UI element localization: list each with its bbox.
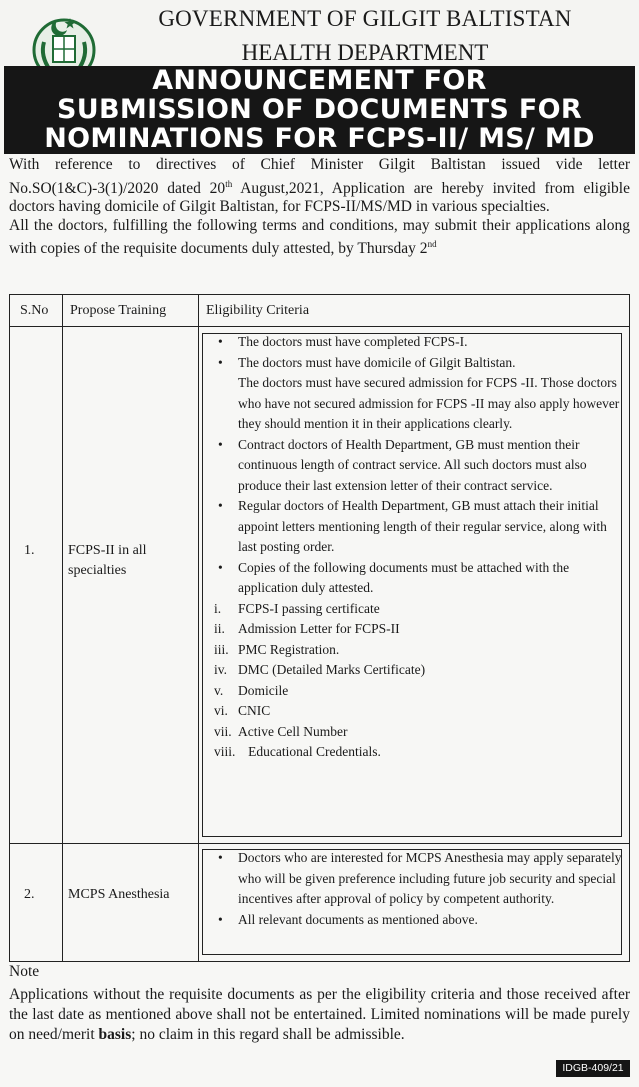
document-item xyxy=(214,701,622,722)
note-title: Note xyxy=(9,963,40,980)
row1-criteria xyxy=(214,332,622,763)
intro-p1-sup: th xyxy=(225,178,233,189)
document-item xyxy=(214,599,622,620)
intro-p2-sup: nd xyxy=(427,239,437,250)
intro-p2-part-a: All the doctors, fulfilling the following terms and conditions, may submit their applications along with copies of the requisite documents duly attested, by Thursday 2 xyxy=(9,216,630,258)
document-item xyxy=(214,619,622,640)
government-title: GOVERNMENT OF GILGIT BALTISTAN xyxy=(158,6,572,31)
header-criteria: Eligibility Criteria xyxy=(206,303,310,318)
banner-line-3: NOMINATIONS FOR FCPS-II/ MS/ MD xyxy=(44,123,595,154)
criteria-bullet: • All relevant documents as mentioned above. xyxy=(214,910,622,931)
document-item xyxy=(214,640,622,661)
col-divider xyxy=(198,295,199,961)
intro-paragraph-2 xyxy=(9,217,630,259)
row-divider xyxy=(10,843,629,844)
intro-p1-part-b: August,2021, Application are hereby invited from eligible doctors having domicile of Gilgit Baltistan, for FCPS-II/MS/MD in various specialties. xyxy=(9,179,630,216)
criteria-bullet: • The doctors must have domicile of Gilgit Baltistan. xyxy=(214,353,622,374)
col-divider xyxy=(62,295,63,961)
criteria-bullet: • Doctors who are interested for MCPS Anesthesia may apply separately who will be given preference including future job security and special incentives after approval of policy by competent authority. xyxy=(214,848,622,910)
intro-text xyxy=(9,156,630,259)
intro-p1-part-a: With reference to directives of Chief Minister Gilgit Baltistan issued vide letter No.SO(1&C)-3(1)/2020 dated 20 xyxy=(9,156,630,197)
document-text: PMC Registration. xyxy=(238,641,340,657)
intro-paragraph-1 xyxy=(9,156,630,217)
document-text: Domicile xyxy=(238,682,289,698)
eligibility-table xyxy=(9,294,630,962)
banner-line-2: SUBMISSION OF DOCUMENTS FOR xyxy=(57,94,582,125)
document-text: CNIC xyxy=(238,703,271,718)
document-number: iv. xyxy=(214,662,227,677)
header-divider xyxy=(10,326,629,327)
row2-criteria xyxy=(214,848,622,930)
document-number: ii. xyxy=(214,621,225,636)
department-title: HEALTH DEPARTMENT xyxy=(241,40,489,65)
row1-training: FCPS-II in all specialties xyxy=(68,543,147,578)
header-sno: S.No xyxy=(20,303,49,318)
criteria-bullet: • Copies of the following documents must be attached with the application duly attested. xyxy=(214,558,622,599)
document-number: i. xyxy=(214,600,222,616)
document-number: v. xyxy=(214,682,224,698)
document-item xyxy=(214,681,622,702)
criteria-bullet: • Contract doctors of Health Department, GB must mention their continuous length of contract service. All such doctors must also produce their last extension letter of their contract service. xyxy=(214,435,622,497)
document-number: iii. xyxy=(214,641,229,657)
document-text: DMC (Detailed Marks Certificate) xyxy=(238,662,426,677)
banner-line-1: ANNOUNCEMENT FOR xyxy=(152,65,487,96)
note-text-bold: basis xyxy=(98,1026,132,1043)
document-item xyxy=(214,742,622,763)
note-text-part-b: ; no claim in this regard shall be admissible. xyxy=(131,1026,405,1043)
document-number: vii. xyxy=(214,723,232,739)
announcement-banner xyxy=(4,66,635,154)
criteria-bullet: • The doctors must have completed FCPS-I. xyxy=(214,332,622,353)
document-text: FCPS-I passing certificate xyxy=(238,600,380,616)
document-item xyxy=(214,722,622,743)
criteria-bullet: • Regular doctors of Health Department, GB must attach their initial appoint letters mentioning length of their regular service, along with last posting order. xyxy=(214,496,622,558)
document-text: Educational Credentials. xyxy=(238,744,381,759)
criteria-text: The doctors must have secured admission for FCPS -II. Those doctors who have not secured admission for FCPS -II may also apply however they should mention it in their applications clearly. xyxy=(238,375,620,431)
document-number: viii. xyxy=(214,744,236,759)
row1-sno: 1. xyxy=(24,543,35,558)
letterhead xyxy=(0,0,639,66)
row2-sno: 2. xyxy=(24,887,35,902)
row2-training: MCPS Anesthesia xyxy=(68,887,170,902)
header-training: Propose Training xyxy=(70,303,167,318)
reference-number: IDGB-409/21 xyxy=(556,1060,630,1077)
document-text: Admission Letter for FCPS-II xyxy=(238,621,400,636)
note-text-part-a: Applications without the requisite documents as per the eligibility criteria and those received after the last date as mentioned above shall not be entertained. Limited nominations will be made purely on need/merit xyxy=(9,986,630,1043)
note-text xyxy=(9,985,630,1045)
document-number: vi. xyxy=(214,703,228,718)
document-text: Active Cell Number xyxy=(238,723,348,739)
document-item xyxy=(214,660,622,681)
